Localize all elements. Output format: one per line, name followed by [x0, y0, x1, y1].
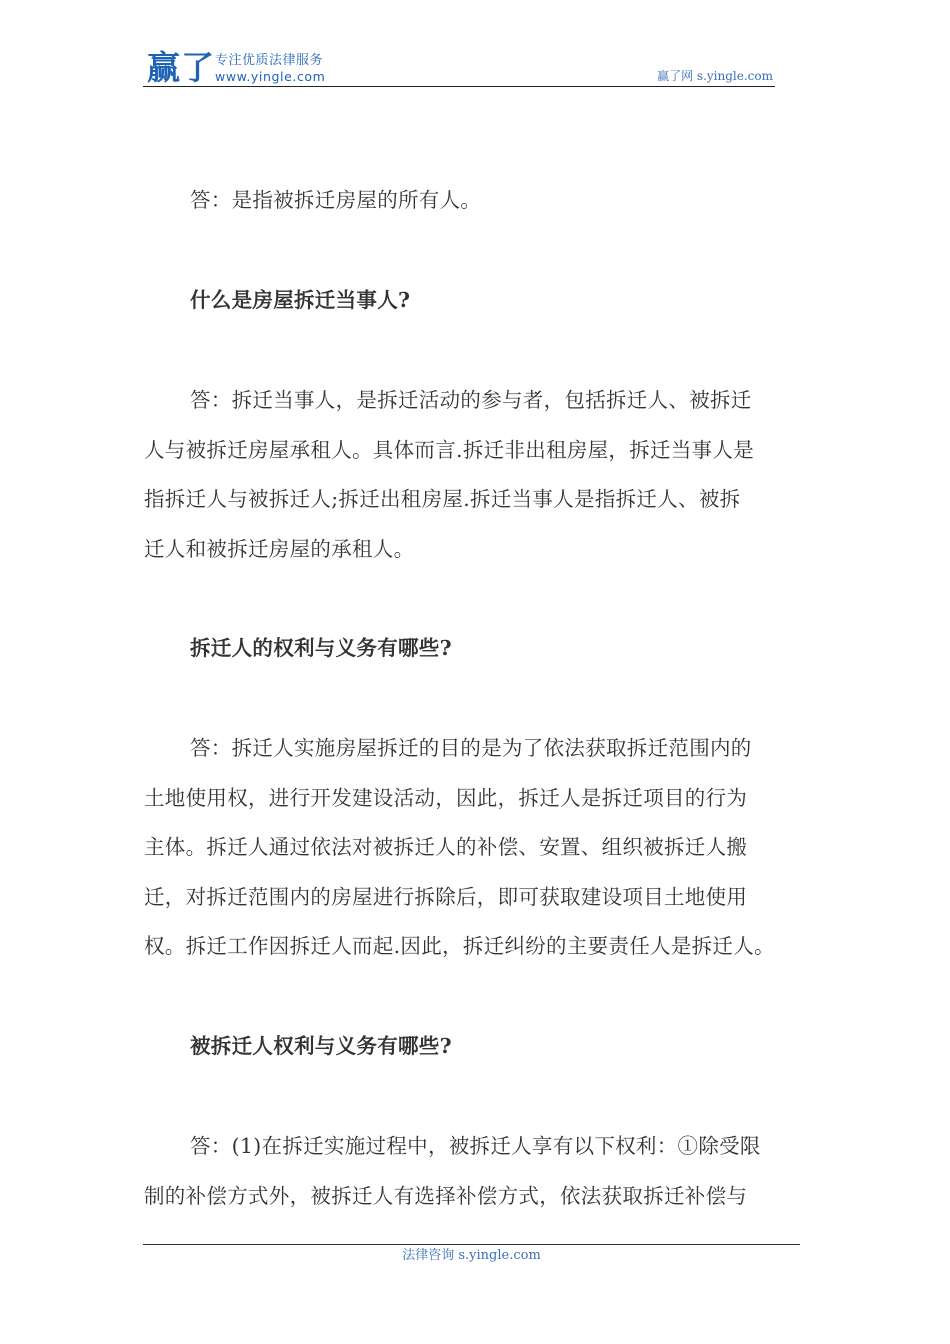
question-text: 被拆迁人权利与义务有哪些?: [190, 1034, 452, 1058]
question-heading-demolished-rights: [144, 1022, 824, 1072]
text-line: 迁人和被拆迁房屋的承租人。: [144, 536, 415, 561]
question-text: 拆迁人的权利与义务有哪些?: [190, 636, 452, 660]
site-link[interactable]: 赢了网 s.yingle.com: [657, 69, 773, 83]
text-line: 答：拆迁人实施房屋拆迁的目的是为了依法获取拆迁范围内的: [190, 736, 752, 760]
answer-paragraph-parties: [144, 376, 824, 574]
text-line: 答：是指被拆迁房屋的所有人。: [190, 188, 482, 212]
question-heading-demolisher-rights: [144, 624, 824, 674]
logo-mark[interactable]: 赢了: [147, 48, 215, 87]
header-divider: [143, 86, 775, 87]
answer-paragraph-demolished: [144, 1122, 824, 1221]
page-header: [143, 50, 775, 88]
text-line: 指拆迁人与被拆迁人;拆迁出租房屋.拆迁当事人是指拆迁人、被拆: [144, 487, 741, 511]
question-text: 什么是房屋拆迁当事人?: [190, 288, 411, 312]
text-line: 主体。拆迁人通过依法对被拆迁人的补偿、安置、组织被拆迁人搬: [144, 835, 748, 859]
text-line: 权。拆迁工作因拆迁人而起.因此，拆迁纠纷的主要责任人是拆迁人。: [144, 934, 775, 958]
text-line: 制的补偿方式外，被拆迁人有选择补偿方式，依法获取拆迁补偿与: [144, 1183, 748, 1208]
footer-link[interactable]: 法律咨询 s.yingle.com: [402, 1248, 541, 1263]
text-line: 迁，对拆迁范围内的房屋进行拆除后，即可获取建设项目土地使用: [144, 884, 748, 909]
text-line: 土地使用权，进行开发建设活动，因此，拆迁人是拆迁项目的行为: [144, 785, 748, 810]
answer-paragraph-demolisher: [144, 724, 824, 972]
footer-divider: [143, 1244, 800, 1245]
question-heading-parties: [144, 276, 824, 326]
text-line: 答：(1)在拆迁实施过程中，被拆迁人享有以下权利：①除受限: [190, 1134, 761, 1158]
logo-tagline: 专注优质法律服务: [215, 53, 324, 68]
logo-url[interactable]: www.yingle.com: [215, 69, 326, 84]
text-line: 人与被拆迁房屋承租人。具体而言.拆迁非出租房屋，拆迁当事人是: [144, 437, 755, 462]
text-line: 答：拆迁当事人，是拆迁活动的参与者，包括拆迁人、被拆迁: [190, 388, 752, 412]
answer-paragraph-owner: [144, 176, 824, 226]
